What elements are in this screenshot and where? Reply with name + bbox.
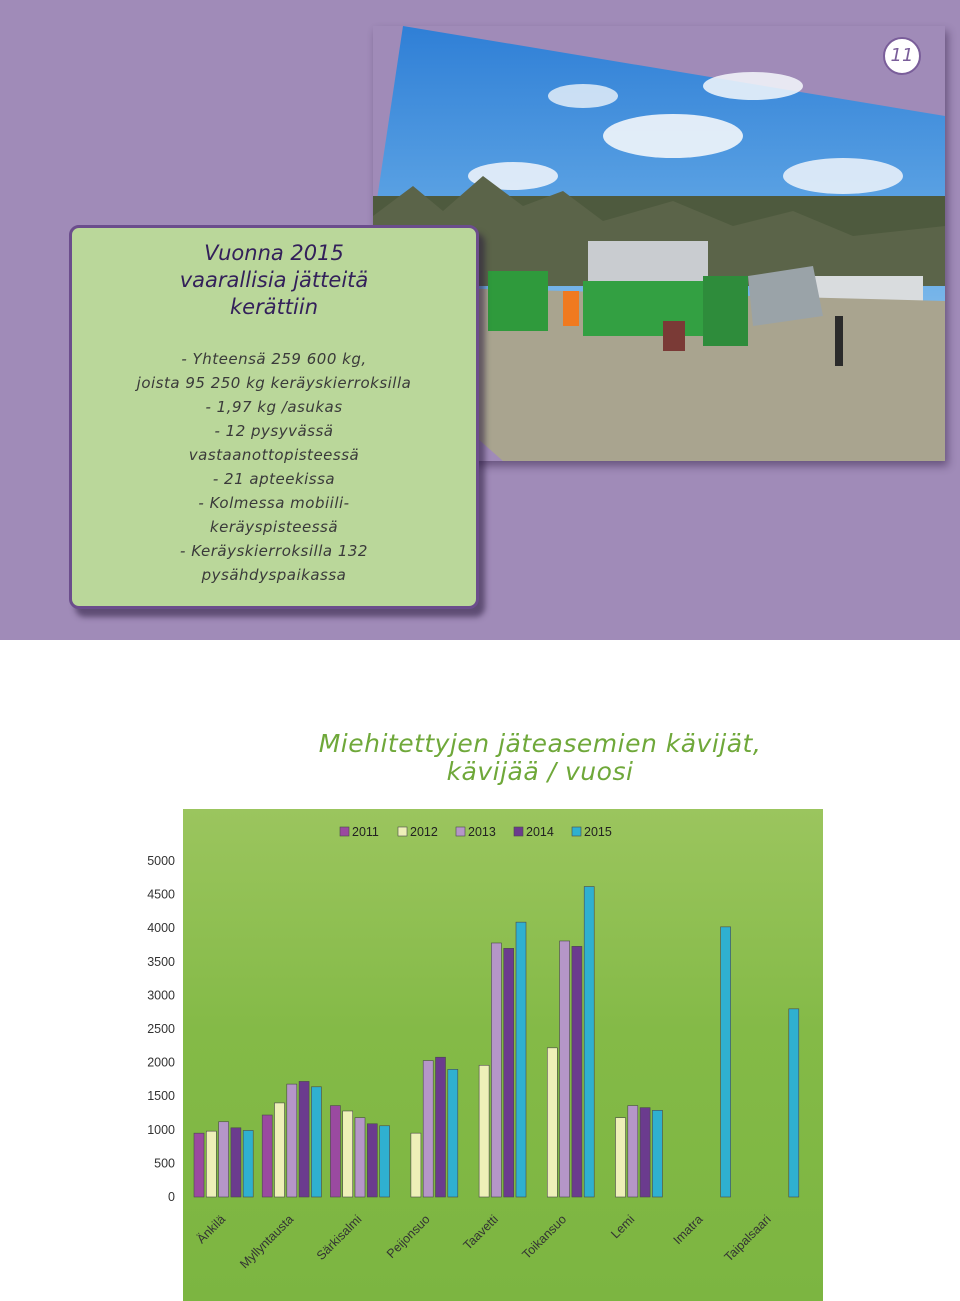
bar-2015-6 <box>652 1110 662 1197</box>
bar-2012-1 <box>275 1103 285 1197</box>
bar-2014-4 <box>504 948 514 1197</box>
legend-label-2014: 2014 <box>526 825 554 839</box>
info-title-line: Vuonna 2015 <box>204 241 344 265</box>
bar-2011-1 <box>262 1115 272 1197</box>
bar-2011-2 <box>330 1106 340 1197</box>
info-line: pysähdyspaikassa <box>201 566 347 584</box>
bar-2015-4 <box>516 922 526 1197</box>
y-tick-label: 1000 <box>147 1122 175 1137</box>
bar-2015-0 <box>243 1130 253 1197</box>
legend-swatch-2014 <box>514 827 523 836</box>
y-tick-label: 500 <box>154 1156 175 1171</box>
bar-2015-7 <box>721 927 731 1197</box>
bar-2014-6 <box>640 1108 650 1197</box>
y-tick-label: 4000 <box>147 921 175 936</box>
bar-2015-8 <box>789 1009 799 1197</box>
bar-2013-4 <box>491 943 501 1197</box>
info-line: keräyspisteessä <box>209 518 339 536</box>
bar-2015-3 <box>448 1069 458 1197</box>
info-line: - Yhteensä 259 600 kg, <box>181 350 367 368</box>
bar-2012-3 <box>411 1133 421 1197</box>
bar-2015-5 <box>584 887 594 1197</box>
info-title-line: kerättiin <box>229 295 319 319</box>
chart-title-line: Miehitettyjen jäteasemien kävijät, <box>318 729 762 758</box>
y-tick-label: 3000 <box>147 988 175 1003</box>
legend-label-2011: 2011 <box>352 825 379 839</box>
y-tick-label: 4500 <box>147 887 175 902</box>
x-tick-label: Toikansuo <box>519 1212 570 1262</box>
legend-swatch-2011 <box>340 827 349 836</box>
info-line: - 21 apteekissa <box>212 470 336 488</box>
y-tick-label: 1500 <box>147 1089 175 1104</box>
legend-swatch-2012 <box>398 827 407 836</box>
x-tick-label: Taavetti <box>460 1212 501 1253</box>
info-line: - Keräyskierroksilla 132 <box>180 542 368 560</box>
bar-2013-6 <box>628 1106 638 1197</box>
bar-2012-6 <box>616 1118 626 1197</box>
info-line: - 12 pysyvässä <box>214 422 334 440</box>
bar-2015-1 <box>311 1087 321 1197</box>
bar-2013-3 <box>423 1061 433 1197</box>
y-tick-label: 3500 <box>147 954 175 969</box>
info-title-line: vaarallisia jätteitä <box>179 268 369 292</box>
bar-2014-2 <box>367 1124 377 1197</box>
legend-label-2012: 2012 <box>410 825 438 839</box>
bar-2014-3 <box>436 1057 446 1197</box>
legend-label-2013: 2013 <box>468 825 496 839</box>
bar-2012-2 <box>343 1111 353 1197</box>
info-line: - Kolmessa mobiili- <box>198 494 350 512</box>
page-number: 11 <box>890 45 914 66</box>
bar-2013-0 <box>219 1122 229 1197</box>
x-tick-label: Änkilä <box>194 1212 229 1247</box>
bar-2014-1 <box>299 1081 309 1197</box>
legend-swatch-2013 <box>456 827 465 836</box>
x-tick-label: Imatra <box>670 1212 706 1248</box>
bar-2014-0 <box>231 1128 241 1197</box>
bar-2014-5 <box>572 946 582 1197</box>
y-tick-label: 2000 <box>147 1055 175 1070</box>
x-tick-label: Särkisalmi <box>313 1212 365 1263</box>
info-line: - 1,97 kg /asukas <box>205 398 343 416</box>
x-tick-label: Myllyntausta <box>237 1212 297 1272</box>
x-tick-label: Peijonsuo <box>383 1212 433 1261</box>
bar-2012-0 <box>206 1131 216 1197</box>
x-tick-label: Taipalsaari <box>721 1212 774 1265</box>
x-tick-label: Lemi <box>608 1212 638 1242</box>
legend-label-2015: 2015 <box>584 825 612 839</box>
bar-2012-5 <box>547 1048 557 1197</box>
chart-title-line: kävijää / vuosi <box>446 757 634 786</box>
info-line: vastaanottopisteessä <box>188 446 360 464</box>
y-tick-label: 5000 <box>147 854 175 868</box>
bar-2013-5 <box>560 941 570 1197</box>
bar-2011-0 <box>194 1133 204 1197</box>
bar-2013-1 <box>287 1084 297 1197</box>
bar-2013-2 <box>355 1118 365 1197</box>
bar-2012-4 <box>479 1065 489 1197</box>
bar-2015-2 <box>380 1126 390 1197</box>
y-tick-label: 2500 <box>147 1022 175 1036</box>
y-tick-label: 0 <box>168 1190 175 1204</box>
info-line: joista 95 250 kg keräyskierroksilla <box>136 374 412 392</box>
legend-swatch-2015 <box>572 827 581 836</box>
